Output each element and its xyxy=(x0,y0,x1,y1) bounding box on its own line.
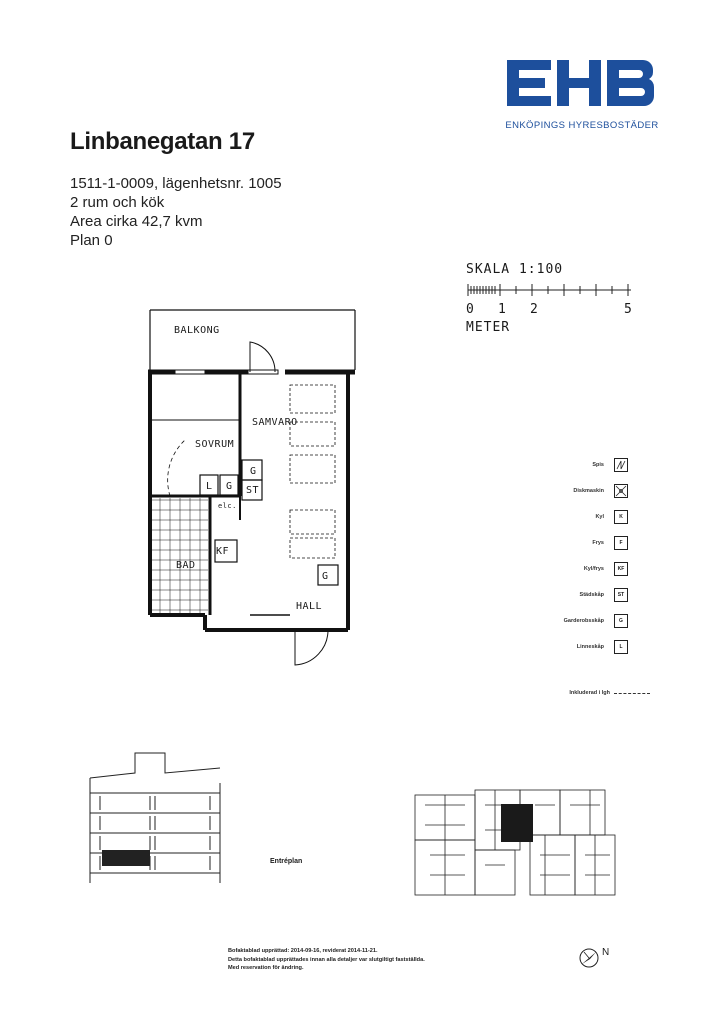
stove-icon xyxy=(614,458,628,472)
legend-symbol-linen: L xyxy=(614,640,628,654)
scale-tick-2: 2 xyxy=(530,302,538,317)
fridge-freezer-kf: KF xyxy=(216,546,230,557)
room-bedroom: SOVRUM xyxy=(195,439,235,450)
scale-tick-5: 5 xyxy=(624,302,632,317)
legend-symbol-cleaning: ST xyxy=(614,588,628,602)
legend-symbol-fridge: K xyxy=(614,510,628,524)
footnote-line-3: Med reservation för ändring. xyxy=(228,965,304,971)
hall-wardrobe-g: G xyxy=(322,571,329,582)
area-line: Area cirka 42,7 kvm xyxy=(70,213,203,230)
logo-subtitle: ENKÖPINGS HYRESBOSTÄDER xyxy=(505,120,659,131)
entreplan-label: Entréplan xyxy=(270,858,303,865)
site-plan xyxy=(405,780,623,910)
room-hall: HALL xyxy=(296,601,323,612)
legend-included-label: Inkluderad i lgh xyxy=(569,690,610,696)
building-elevation xyxy=(80,748,230,888)
legend-label-cleaning: Städskåp xyxy=(579,592,604,598)
wardrobe-g: G xyxy=(226,481,233,492)
floor-line: Plan 0 xyxy=(70,232,113,249)
rooms-line: 2 rum och kök xyxy=(70,194,165,211)
footnote-line-1: Bofaktablad upprättad: 2014-09-16, reviderat 2014-11-21. xyxy=(228,948,378,954)
legend-label-wardrobe: Garderobsskåp xyxy=(563,618,604,624)
compass-letter: N xyxy=(602,947,610,958)
legend-symbol-fridge-freezer: KF xyxy=(614,562,628,576)
cleaning-cabinet-st: ST xyxy=(246,485,260,496)
legend-symbol-freezer: F xyxy=(614,536,628,550)
scale-tick-1: 1 xyxy=(498,302,506,317)
room-bath: BAD xyxy=(176,560,196,571)
apartment-info xyxy=(70,174,282,250)
scale-bar xyxy=(466,280,636,300)
footnote-line-2: Detta bofaktablad upprättades innan alla detaljer var slutgiltigt fastställda. xyxy=(228,956,425,963)
apartment-id-line: 1511-1-0009, lägenhetsnr. 1005 xyxy=(70,175,282,192)
legend-label-freezer: Frys xyxy=(592,540,604,546)
compass-icon xyxy=(576,944,616,974)
legend-included-line xyxy=(614,693,650,694)
legend-label-fridge: Kyl xyxy=(595,514,604,520)
footnote xyxy=(228,947,425,973)
legend-label-stove: Spis xyxy=(592,462,604,468)
room-balcony: BALKONG xyxy=(174,325,220,336)
ehb-logo xyxy=(503,54,659,114)
room-living: SAMVARO xyxy=(252,417,298,428)
scale-label: SKALA 1:100 xyxy=(466,262,564,277)
wardrobe-l: L xyxy=(206,481,213,492)
legend-label-dishwasher: Diskmaskin xyxy=(573,488,604,494)
page-title: Linbanegatan 17 xyxy=(70,128,255,155)
scale-tick-0: 0 xyxy=(466,302,474,317)
wardrobe-g-top: G xyxy=(250,466,257,477)
legend-label-fridge-freezer: Kyl/frys xyxy=(583,566,604,572)
scale-unit: METER xyxy=(466,320,511,335)
electric-label: elc. xyxy=(218,502,237,510)
legend-symbol-wardrobe: G xyxy=(614,614,628,628)
legend-label-linen: Linneskåp xyxy=(576,644,604,650)
dishwasher-icon xyxy=(614,484,628,498)
